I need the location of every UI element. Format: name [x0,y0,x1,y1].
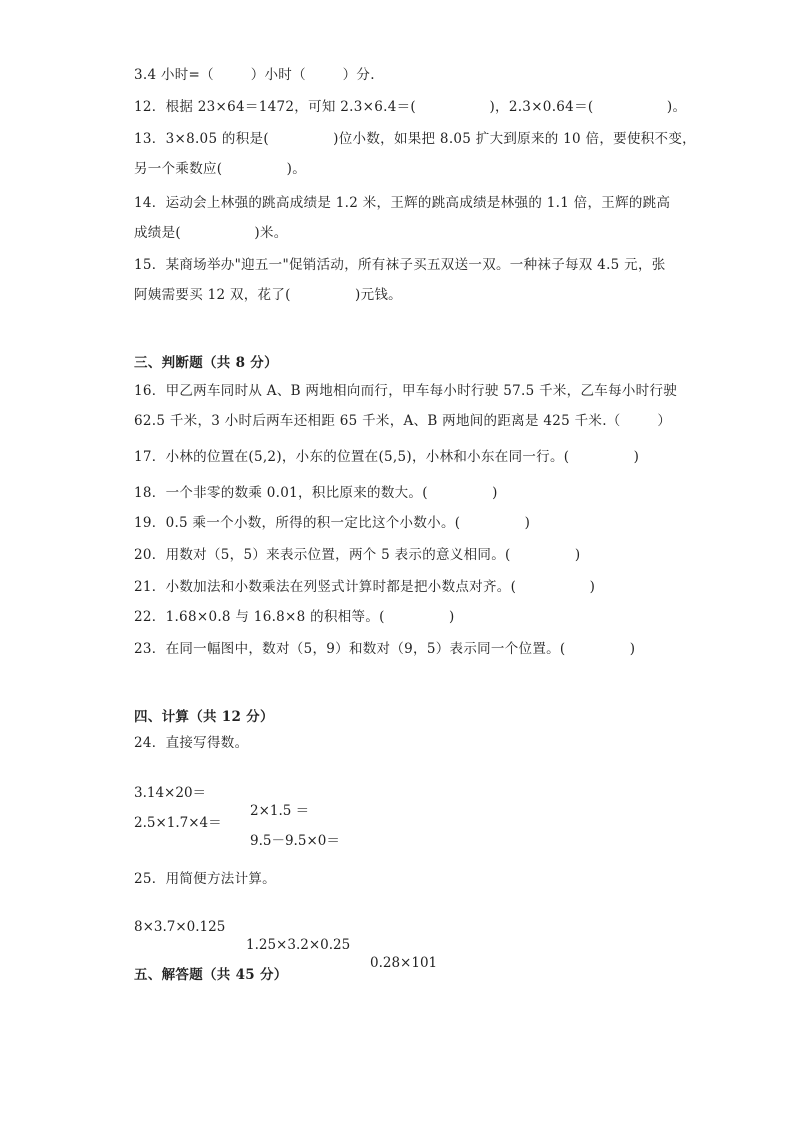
question-12: 12．根据 23×64＝1472，可知 2.3×6.4＝( )，2.3×0.64＝( )。 [134,99,687,115]
question-23: 23．在同一幅图中，数对（5，9）和数对（9，5）表示同一个位置。( ) [134,641,636,657]
q25-expr-1: 8×3.7×0.125 [134,919,226,935]
q24-expr-4: 9.5－9.5×0＝ [250,833,340,849]
question-22: 22．1.68×0.8 与 16.8×8 的积相等。( ) [134,609,455,625]
q24-expr-2: 2×1.5 ＝ [250,803,310,819]
question-19: 19．0.5 乘一个小数，所得的积一定比这个小数小。( ) [134,515,531,531]
question-18: 18．一个非零的数乘 0.01，积比原来的数大。( ) [134,485,498,501]
question-21: 21．小数加法和小数乘法在列竖式计算时都是把小数点对齐。( ) [134,579,596,595]
question-15-line-2: 阿姨需要买 12 双，花了( )元钱。 [134,287,402,303]
question-25: 25．用简便方法计算。 [134,871,276,887]
question-15-line-1: 15．某商场举办"迎五一"促销活动，所有袜子买五双送一双。一种袜子每双 4.5 元，张 [134,257,666,273]
question-14-line-1: 14．运动会上林强的跳高成绩是 1.2 米，王辉的跳高成绩是林强的 1.1 倍，王辉的跳高 [134,195,671,211]
section-4-heading: 四、计算（共 12 分） [134,709,274,725]
q25-expr-2: 1.25×3.2×0.25 [246,937,351,953]
question-16-line-1: 16．甲乙两车同时从 A、B 两地相向而行，甲车每小时行驶 57.5 千米，乙车每小时行驶 [134,383,678,399]
question-13-line-2: 另一个乘数应( )。 [134,161,307,177]
fill-line-3-4-hours: 3.4 小时=（ ）小时（ ）分. [134,67,375,83]
question-14-line-2: 成绩是( )米。 [134,225,288,241]
q24-expr-3: 2.5×1.7×4＝ [134,815,222,831]
question-16-line-2: 62.5 千米，3 小时后两车还相距 65 千米，A、B 两地间的距离是 425 千米.（ ） [134,413,672,429]
question-17: 17．小林的位置在(5,2)，小东的位置在(5,5)，小林和小东在同一行。( ) [134,449,640,465]
question-20: 20．用数对（5，5）来表示位置，两个 5 表示的意义相同。( ) [134,547,581,563]
question-13-line-1: 13．3×8.05 的积是( )位小数，如果把 8.05 扩大到原来的 10 倍，要使积不变， [134,131,696,147]
section-5-heading: 五、解答题（共 45 分） [134,967,288,983]
section-3-heading: 三、判断题（共 8 分） [134,355,278,371]
q24-expr-1: 3.14×20＝ [134,785,207,801]
q25-expr-3: 0.28×101 [370,955,438,971]
question-24: 24．直接写得数。 [134,735,249,751]
